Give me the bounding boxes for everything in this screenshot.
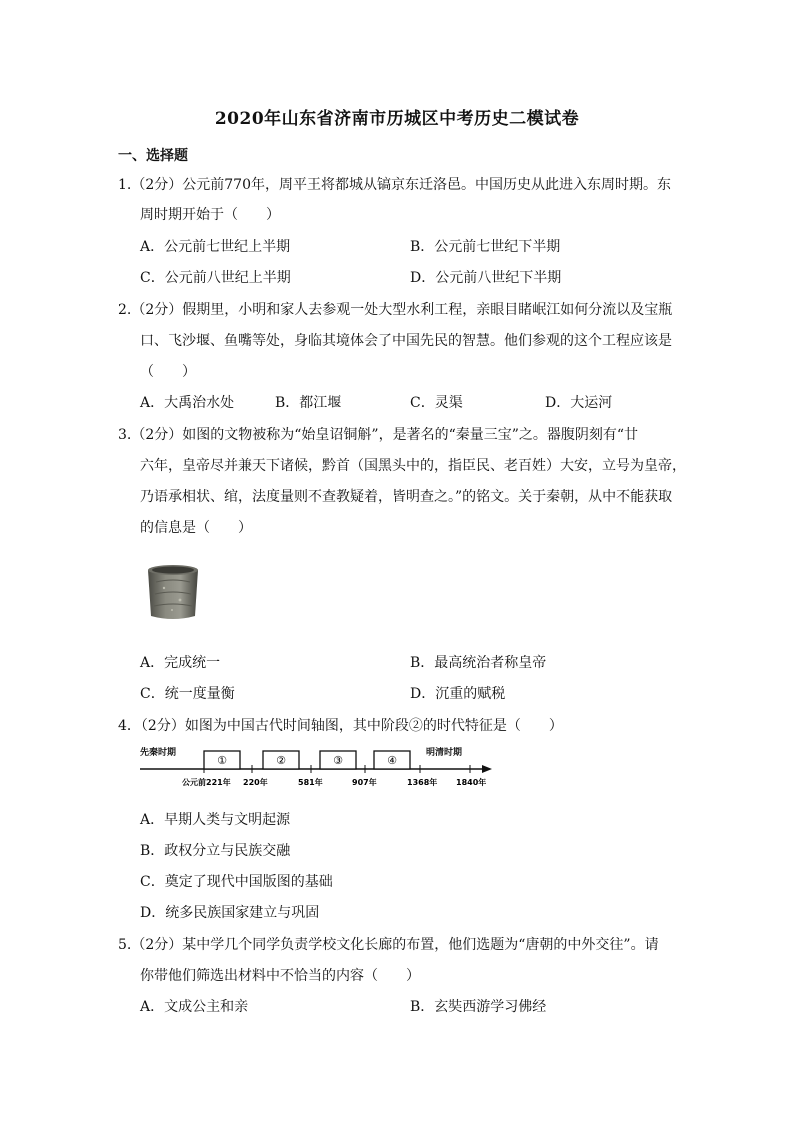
q1-option-a: A．公元前七世纪上半期 xyxy=(140,239,291,255)
q2-option-d: D．大运河 xyxy=(545,395,613,411)
q1-option-b: B．公元前七世纪下半期 xyxy=(410,239,561,255)
timeline-box-2 xyxy=(263,751,299,769)
q1-stem-line2: 周时期开始于（ ） xyxy=(140,207,280,223)
q5-stem-line2: 你带他们筛选出材料中不恰当的内容（ ） xyxy=(140,968,420,984)
timeline-tick-1: 公元前221年 xyxy=(182,778,231,787)
q5-option-a: A．文成公主和亲 xyxy=(140,999,249,1015)
q3-stem-line3: 乃语承相状、绾，法度量则不查教疑着，皆明查之。”的铭文。关于秦朝，从中不能获取 xyxy=(140,489,673,505)
q3-option-a: A．完成统一 xyxy=(140,655,221,671)
bronze-hu-vessel-image xyxy=(142,560,204,624)
page-title: 2020年山东省济南市历城区中考历史二模试卷 xyxy=(214,109,580,129)
q4-option-d: D．统多民族国家建立与巩固 xyxy=(140,905,320,921)
svg-text:②: ② xyxy=(276,754,286,767)
q5-option-b: B．玄奘西游学习佛经 xyxy=(410,999,547,1015)
timeline-right-label: 明清时期 xyxy=(426,748,463,758)
timeline-box-4 xyxy=(374,751,410,769)
timeline-tick-6: 1840年 xyxy=(456,778,487,787)
q2-option-c: C．灵渠 xyxy=(410,395,463,411)
svg-text:④: ④ xyxy=(387,754,397,767)
q2-stem-line2: 口、飞沙堰、鱼嘴等处，身临其境体会了中国先民的智慧。他们参观的这个工程应该是 xyxy=(140,333,672,349)
timeline-left-label: 先秦时期 xyxy=(140,748,177,758)
q4-option-a: A．早期人类与文明起源 xyxy=(140,812,291,828)
q3-stem-line1: 3.（2分）如图的文物被称为“始皇诏铜斛”，是著名的“秦量三宝”之。器腹阴刻有“廿 xyxy=(118,427,639,443)
timeline-diagram xyxy=(140,743,496,793)
q2-stem-line3: （ ） xyxy=(140,364,196,380)
q3-option-c: C．统一度量衡 xyxy=(140,686,235,702)
q3-option-d: D．沉重的赋税 xyxy=(410,686,506,702)
q4-option-b: B．政权分立与民族交融 xyxy=(140,843,291,859)
q2-stem-line1: 2.（2分）假期里，小明和家人去参观一处大型水利工程，亲眼目睹岷江如何分流以及宝瓶 xyxy=(118,302,673,318)
q4-option-c: C．奠定了现代中国版图的基础 xyxy=(140,874,333,890)
timeline-tick-5: 1368年 xyxy=(407,778,438,787)
q1-option-d: D．公元前八世纪下半期 xyxy=(410,270,562,286)
timeline-box-3 xyxy=(320,751,356,769)
timeline-tick-4: 907年 xyxy=(352,778,377,787)
q3-stem-line4: 的信息是（ ） xyxy=(140,520,252,536)
q3-option-b: B．最高统治者称皇帝 xyxy=(410,655,547,671)
q5-stem-line1: 5.（2分）某中学几个同学负责学校文化长廊的布置，他们选题为“唐朝的中外交往”。请 xyxy=(118,937,659,953)
timeline-tick-2: 220年 xyxy=(243,778,268,787)
timeline-box-1 xyxy=(204,751,240,769)
q3-stem-line2: 六年，皇帝尽并兼天下诸候，黔首（国黑头中的，指臣民、老百姓）大安，立号为皇帝， xyxy=(140,458,686,474)
q1-stem-line1: 1.（2分）公元前770年，周平王将都城从镐京东迁洛邑。中国历史从此进入东周时期。东 xyxy=(118,177,671,193)
q2-option-a: A．大禹治水处 xyxy=(140,395,235,411)
svg-text:③: ③ xyxy=(333,754,343,767)
section-heading: 一、选择题 xyxy=(118,148,188,164)
timeline-tick-3: 581年 xyxy=(298,778,323,787)
q1-option-c: C．公元前八世纪上半期 xyxy=(140,270,291,286)
q2-option-b: B．都江堰 xyxy=(275,395,342,411)
svg-text:①: ① xyxy=(217,754,227,767)
q4-stem: 4．（2分）如图为中国古代时间轴图，其中阶段②的时代特征是（ ） xyxy=(118,718,563,734)
